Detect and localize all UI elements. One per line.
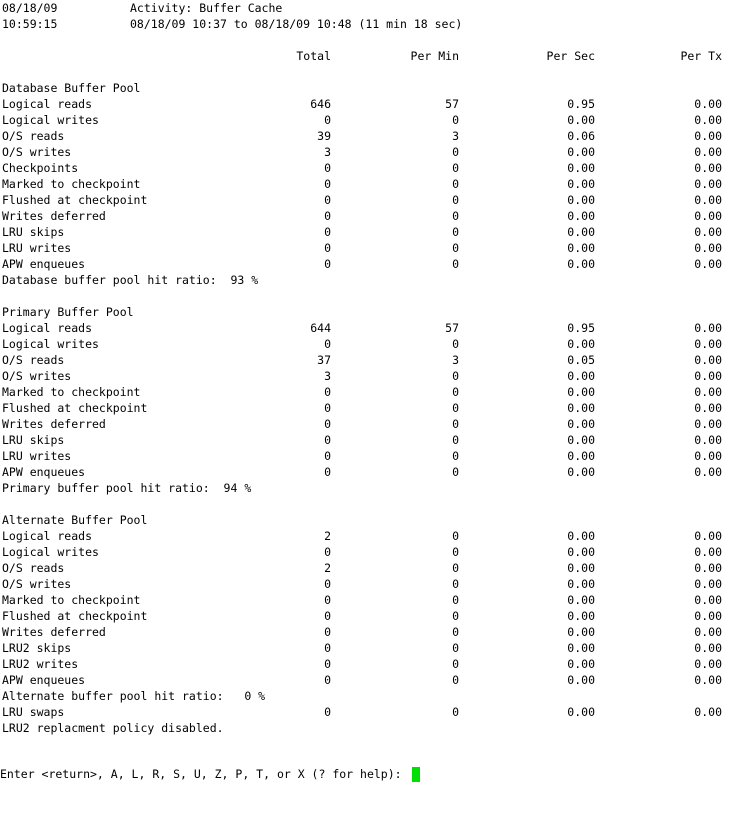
row-per-min: 0 bbox=[452, 225, 459, 239]
row-per-sec: 0.95 bbox=[567, 321, 595, 335]
row-label: LRU skips bbox=[2, 433, 65, 447]
prompt-text: Enter <return>, A, L, R, S, U, Z, P, T, or X (? for help): bbox=[0, 767, 409, 781]
row-per-min: 0 bbox=[452, 257, 459, 271]
row-total: 0 bbox=[324, 177, 331, 191]
row-per-sec: 0.00 bbox=[567, 209, 595, 223]
spacer bbox=[2, 288, 729, 304]
row-label: O/S writes bbox=[2, 369, 72, 383]
row-per-min: 0 bbox=[452, 177, 459, 191]
row-per-sec: 0.00 bbox=[567, 433, 595, 447]
cursor-block[interactable] bbox=[412, 767, 420, 782]
row-label: LRU2 skips bbox=[2, 641, 72, 655]
column-headers bbox=[2, 48, 729, 64]
row-per-tx: 0.00 bbox=[694, 225, 722, 239]
row-per-sec: 0.00 bbox=[567, 449, 595, 463]
row-total: 0 bbox=[324, 705, 331, 719]
row-per-sec: 0.00 bbox=[567, 369, 595, 383]
row-total: 646 bbox=[310, 97, 331, 111]
row-per-sec: 0.00 bbox=[567, 561, 595, 575]
row-per-tx: 0.00 bbox=[694, 353, 722, 367]
row-per-tx: 0.00 bbox=[694, 385, 722, 399]
header-line-1 bbox=[2, 0, 729, 16]
row-total: 0 bbox=[324, 545, 331, 559]
table-row bbox=[2, 336, 729, 352]
row-per-sec: 0.00 bbox=[567, 625, 595, 639]
table-row bbox=[2, 96, 729, 112]
row-per-tx: 0.00 bbox=[694, 545, 722, 559]
row-total: 0 bbox=[324, 673, 331, 687]
table-row bbox=[2, 464, 729, 480]
row-label: Writes deferred bbox=[2, 625, 106, 639]
table-row bbox=[2, 352, 729, 368]
column-header-per-sec: Per Sec bbox=[546, 49, 595, 63]
row-total: 0 bbox=[324, 609, 331, 623]
row-label: Marked to checkpoint bbox=[2, 177, 141, 191]
row-per-tx: 0.00 bbox=[694, 561, 722, 575]
table-row bbox=[2, 672, 729, 688]
row-per-tx: 0.00 bbox=[694, 177, 722, 191]
row-per-sec: 0.00 bbox=[567, 673, 595, 687]
row-per-tx: 0.00 bbox=[694, 673, 722, 687]
row-label: LRU2 writes bbox=[2, 657, 79, 671]
row-total: 39 bbox=[317, 129, 331, 143]
row-label: LRU skips bbox=[2, 225, 65, 239]
row-per-sec: 0.06 bbox=[567, 129, 595, 143]
row-per-min: 3 bbox=[452, 129, 459, 143]
lru-swaps-row bbox=[2, 704, 729, 720]
terminal-screen bbox=[2, 0, 729, 736]
row-label: LRU writes bbox=[2, 241, 72, 255]
row-label: LRU swaps bbox=[2, 705, 65, 719]
row-total: 3 bbox=[324, 369, 331, 383]
row-per-min: 0 bbox=[452, 577, 459, 591]
table-row bbox=[2, 528, 729, 544]
table-row bbox=[2, 128, 729, 144]
row-per-min: 0 bbox=[452, 657, 459, 671]
row-total: 0 bbox=[324, 193, 331, 207]
row-per-sec: 0.00 bbox=[567, 161, 595, 175]
row-total: 0 bbox=[324, 113, 331, 127]
row-label: LRU writes bbox=[2, 449, 72, 463]
row-total: 0 bbox=[324, 641, 331, 655]
row-total: 0 bbox=[324, 337, 331, 351]
row-total: 3 bbox=[324, 145, 331, 159]
row-label: O/S reads bbox=[2, 561, 65, 575]
row-per-sec: 0.00 bbox=[567, 529, 595, 543]
row-label: Marked to checkpoint bbox=[2, 593, 141, 607]
spacer bbox=[2, 64, 729, 80]
row-per-tx: 0.00 bbox=[694, 609, 722, 623]
hit-ratio: Alternate buffer pool hit ratio: 0 % bbox=[2, 689, 266, 703]
buffer-pool-sections bbox=[2, 80, 729, 704]
row-total: 0 bbox=[324, 161, 331, 175]
row-total: 0 bbox=[324, 257, 331, 271]
row-label: Logical reads bbox=[2, 529, 93, 543]
row-per-tx: 0.00 bbox=[694, 705, 722, 719]
report-date: 08/18/09 bbox=[2, 1, 58, 15]
row-per-sec: 0.95 bbox=[567, 97, 595, 111]
row-per-tx: 0.00 bbox=[694, 337, 722, 351]
row-per-sec: 0.00 bbox=[567, 465, 595, 479]
row-per-sec: 0.00 bbox=[567, 241, 595, 255]
table-row bbox=[2, 208, 729, 224]
row-per-tx: 0.00 bbox=[694, 97, 722, 111]
row-per-min: 0 bbox=[452, 209, 459, 223]
row-per-tx: 0.00 bbox=[694, 465, 722, 479]
row-per-tx: 0.00 bbox=[694, 641, 722, 655]
row-per-tx: 0.00 bbox=[694, 577, 722, 591]
row-per-sec: 0.00 bbox=[567, 193, 595, 207]
table-row bbox=[2, 416, 729, 432]
row-per-tx: 0.00 bbox=[694, 209, 722, 223]
hit-ratio: Primary buffer pool hit ratio: 94 % bbox=[2, 481, 252, 495]
row-per-min: 0 bbox=[452, 641, 459, 655]
report-time: 10:59:15 bbox=[2, 17, 58, 31]
row-label: O/S reads bbox=[2, 129, 65, 143]
row-per-sec: 0.00 bbox=[567, 385, 595, 399]
row-total: 0 bbox=[324, 241, 331, 255]
row-label: Marked to checkpoint bbox=[2, 385, 141, 399]
row-per-sec: 0.00 bbox=[567, 337, 595, 351]
row-total: 0 bbox=[324, 417, 331, 431]
table-row bbox=[2, 144, 729, 160]
table-row bbox=[2, 448, 729, 464]
row-per-sec: 0.00 bbox=[567, 593, 595, 607]
row-label: Flushed at checkpoint bbox=[2, 401, 148, 415]
activity-title: Activity: Buffer Cache bbox=[130, 1, 283, 15]
row-total: 0 bbox=[324, 657, 331, 671]
row-per-min: 0 bbox=[452, 625, 459, 639]
row-per-min: 0 bbox=[452, 561, 459, 575]
row-total: 0 bbox=[324, 465, 331, 479]
sample-range: 08/18/09 10:37 to 08/18/09 10:48 (11 min 18 sec) bbox=[130, 17, 463, 31]
row-per-min: 0 bbox=[452, 145, 459, 159]
row-per-tx: 0.00 bbox=[694, 113, 722, 127]
policy-note: LRU2 replacment policy disabled. bbox=[2, 721, 224, 735]
row-label: Writes deferred bbox=[2, 209, 106, 223]
row-total: 0 bbox=[324, 625, 331, 639]
row-per-tx: 0.00 bbox=[694, 401, 722, 415]
table-row bbox=[2, 608, 729, 624]
table-row bbox=[2, 192, 729, 208]
row-per-sec: 0.05 bbox=[567, 353, 595, 367]
row-per-sec: 0.00 bbox=[567, 177, 595, 191]
row-per-tx: 0.00 bbox=[694, 433, 722, 447]
row-per-min: 0 bbox=[452, 113, 459, 127]
table-row bbox=[2, 592, 729, 608]
row-per-sec: 0.00 bbox=[567, 257, 595, 271]
row-per-sec: 0.00 bbox=[567, 641, 595, 655]
row-per-tx: 0.00 bbox=[694, 321, 722, 335]
row-per-min: 0 bbox=[452, 193, 459, 207]
row-total: 2 bbox=[324, 561, 331, 575]
header-line-2 bbox=[2, 16, 729, 32]
row-per-min: 0 bbox=[452, 529, 459, 543]
row-per-tx: 0.00 bbox=[694, 193, 722, 207]
row-total: 0 bbox=[324, 401, 331, 415]
row-total: 0 bbox=[324, 209, 331, 223]
row-total: 0 bbox=[324, 593, 331, 607]
row-per-sec: 0.00 bbox=[567, 609, 595, 623]
row-total: 0 bbox=[324, 433, 331, 447]
row-per-min: 3 bbox=[452, 353, 459, 367]
row-total: 0 bbox=[324, 449, 331, 463]
row-per-tx: 0.00 bbox=[694, 449, 722, 463]
row-per-min: 57 bbox=[445, 321, 459, 335]
spacer bbox=[2, 32, 729, 48]
row-per-min: 57 bbox=[445, 97, 459, 111]
table-row bbox=[2, 624, 729, 640]
row-label: Flushed at checkpoint bbox=[2, 609, 148, 623]
row-total: 0 bbox=[324, 385, 331, 399]
row-per-sec: 0.00 bbox=[567, 401, 595, 415]
row-label: Logical reads bbox=[2, 321, 93, 335]
row-per-sec: 0.00 bbox=[567, 545, 595, 559]
row-per-sec: 0.00 bbox=[567, 225, 595, 239]
row-per-tx: 0.00 bbox=[694, 593, 722, 607]
row-total: 0 bbox=[324, 577, 331, 591]
row-per-tx: 0.00 bbox=[694, 625, 722, 639]
row-per-tx: 0.00 bbox=[694, 657, 722, 671]
row-label: Logical writes bbox=[2, 545, 99, 559]
row-per-tx: 0.00 bbox=[694, 257, 722, 271]
column-header-total: Total bbox=[296, 49, 331, 63]
table-row bbox=[2, 576, 729, 592]
row-label: APW enqueues bbox=[2, 465, 86, 479]
table-row bbox=[2, 400, 729, 416]
row-per-min: 0 bbox=[452, 545, 459, 559]
table-row bbox=[2, 176, 729, 192]
table-row bbox=[2, 112, 729, 128]
row-per-tx: 0.00 bbox=[694, 529, 722, 543]
row-per-min: 0 bbox=[452, 417, 459, 431]
row-per-min: 0 bbox=[452, 433, 459, 447]
table-row bbox=[2, 160, 729, 176]
table-row bbox=[2, 432, 729, 448]
row-total: 37 bbox=[317, 353, 331, 367]
row-per-min: 0 bbox=[452, 401, 459, 415]
row-per-sec: 0.00 bbox=[567, 705, 595, 719]
table-row bbox=[2, 560, 729, 576]
hit-ratio: Database buffer pool hit ratio: 93 % bbox=[2, 273, 259, 287]
row-label: Checkpoints bbox=[2, 161, 79, 175]
row-per-sec: 0.00 bbox=[567, 657, 595, 671]
row-per-min: 0 bbox=[452, 369, 459, 383]
row-per-min: 0 bbox=[452, 385, 459, 399]
column-header-per-min: Per Min bbox=[410, 49, 459, 63]
command-prompt[interactable] bbox=[0, 766, 420, 782]
row-total: 2 bbox=[324, 529, 331, 543]
row-per-min: 0 bbox=[452, 337, 459, 351]
row-per-min: 0 bbox=[452, 673, 459, 687]
row-label: Logical writes bbox=[2, 113, 99, 127]
table-row bbox=[2, 240, 729, 256]
row-per-min: 0 bbox=[452, 609, 459, 623]
row-label: Writes deferred bbox=[2, 417, 106, 431]
table-row bbox=[2, 656, 729, 672]
row-per-sec: 0.00 bbox=[567, 577, 595, 591]
table-row bbox=[2, 384, 729, 400]
row-per-min: 0 bbox=[452, 705, 459, 719]
row-per-tx: 0.00 bbox=[694, 417, 722, 431]
row-label: O/S reads bbox=[2, 353, 65, 367]
table-row bbox=[2, 256, 729, 272]
row-label: APW enqueues bbox=[2, 257, 86, 271]
row-total: 644 bbox=[310, 321, 331, 335]
spacer bbox=[2, 496, 729, 512]
table-row bbox=[2, 544, 729, 560]
row-total: 0 bbox=[324, 225, 331, 239]
table-row bbox=[2, 368, 729, 384]
row-label: Logical reads bbox=[2, 97, 93, 111]
row-per-min: 0 bbox=[452, 449, 459, 463]
row-label: Logical writes bbox=[2, 337, 99, 351]
row-per-min: 0 bbox=[452, 465, 459, 479]
section-title: Alternate Buffer Pool bbox=[2, 513, 148, 527]
row-per-tx: 0.00 bbox=[694, 161, 722, 175]
row-per-min: 0 bbox=[452, 241, 459, 255]
row-label: Flushed at checkpoint bbox=[2, 193, 148, 207]
row-label: APW enqueues bbox=[2, 673, 86, 687]
row-label: O/S writes bbox=[2, 577, 72, 591]
row-per-sec: 0.00 bbox=[567, 417, 595, 431]
section-title: Primary Buffer Pool bbox=[2, 305, 134, 319]
table-row bbox=[2, 640, 729, 656]
table-row bbox=[2, 320, 729, 336]
row-per-tx: 0.00 bbox=[694, 145, 722, 159]
column-header-per-tx: Per Tx bbox=[680, 49, 722, 63]
row-per-tx: 0.00 bbox=[694, 129, 722, 143]
section-title: Database Buffer Pool bbox=[2, 81, 141, 95]
row-per-tx: 0.00 bbox=[694, 241, 722, 255]
row-label: O/S writes bbox=[2, 145, 72, 159]
row-per-min: 0 bbox=[452, 593, 459, 607]
table-row bbox=[2, 224, 729, 240]
row-per-tx: 0.00 bbox=[694, 369, 722, 383]
row-per-min: 0 bbox=[452, 161, 459, 175]
row-per-sec: 0.00 bbox=[567, 113, 595, 127]
row-per-sec: 0.00 bbox=[567, 145, 595, 159]
